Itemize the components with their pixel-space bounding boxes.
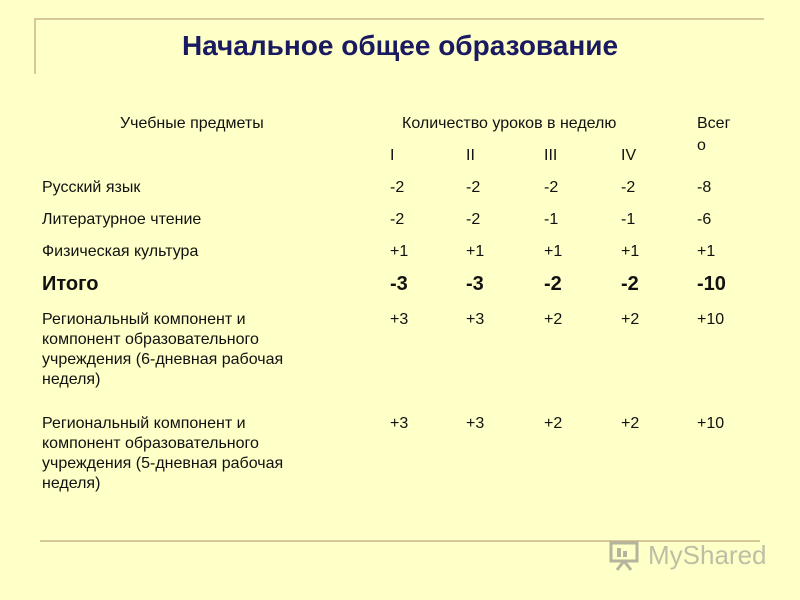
table-cell-total: +10 [697,415,725,432]
table-cell-total: -6 [697,211,712,228]
table-cell: +2 [544,415,563,432]
table-cell: -2 [466,179,481,196]
row-label-reading: Литературное чтение [42,211,202,228]
label-line: учреждения (5-дневная рабочая [42,455,284,472]
page-title: Начальное общее образование [181,30,619,61]
header-grade-3: III [544,147,558,164]
watermark [608,538,767,572]
table-cell: -3 [466,273,484,295]
table-cell-total: -10 [697,273,726,295]
table-cell-total: +1 [697,243,716,260]
table-cell: -1 [544,211,559,228]
table-cell: +1 [466,243,485,260]
table-cell: +1 [544,243,563,260]
table-cell: -2 [621,179,636,196]
label-line: компонент образовательного [42,331,259,348]
header-total-line2: о [697,137,706,154]
row-label-regional-5day [42,414,283,494]
table-cell: +2 [621,415,640,432]
table-cell: -2 [390,179,405,196]
header-total-line1: Всег [697,115,731,132]
table-cell: +3 [390,415,409,432]
header-lessons: Количество уроков в неделю [402,115,617,132]
table-cell: +2 [621,311,640,328]
table-cell: +1 [390,243,409,260]
table-cell: +3 [390,311,409,328]
table-cell-total: +10 [697,311,725,328]
row-label-pe: Физическая культура [42,243,199,260]
table-cell: -2 [544,273,562,295]
table-cell: -1 [621,211,636,228]
row-label-total: Итого [42,273,99,295]
label-line: неделя) [42,475,101,492]
table-cell: -2 [390,211,405,228]
table-cell: +2 [544,311,563,328]
watermark-text: MyShared [648,539,767,570]
table-cell: +1 [621,243,640,260]
row-label-russian: Русский язык [42,179,141,196]
row-label-regional-6day [42,310,283,390]
label-line: Региональный компонент и [42,311,246,328]
header-grade-2: II [466,147,475,164]
table-cell: -2 [466,211,481,228]
top-border-line [34,18,764,20]
label-line: неделя) [42,371,101,388]
table-cell: +3 [466,311,485,328]
table-cell: +3 [466,415,485,432]
label-line: компонент образовательного [42,435,259,452]
table-cell: -3 [390,273,408,295]
header-grade-1: I [390,147,395,164]
projector-screen-icon [608,538,642,572]
label-line: учреждения (6-дневная рабочая [42,351,284,368]
label-line: Региональный компонент и [42,415,246,432]
table-cell: -2 [621,273,639,295]
header-grade-4: IV [621,147,637,164]
header-subjects: Учебные предметы [120,115,264,132]
table-cell: -2 [544,179,559,196]
table-cell-total: -8 [697,179,712,196]
